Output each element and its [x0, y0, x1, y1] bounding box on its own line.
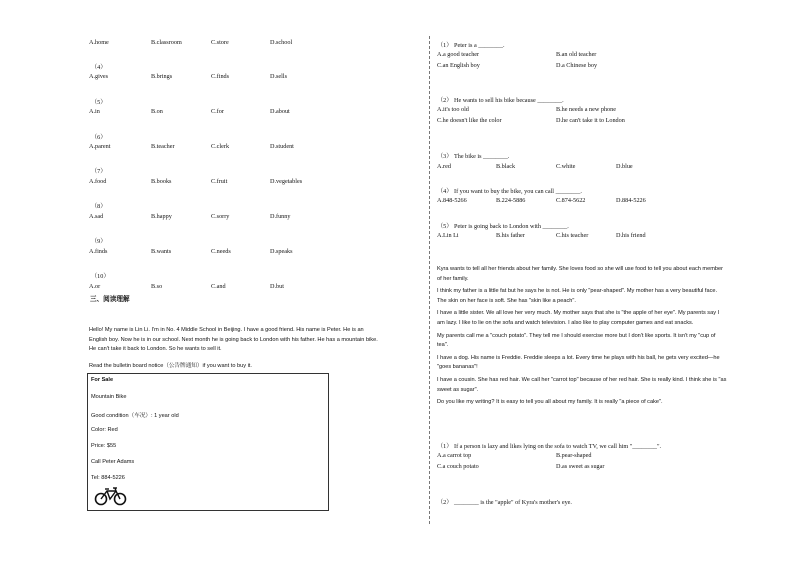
option[interactable]: D.but	[270, 283, 284, 290]
option[interactable]: B.224-5886	[496, 197, 526, 204]
passage-1	[89, 326, 419, 355]
option[interactable]: D.he can't take it to London	[556, 117, 625, 124]
option[interactable]: A.food	[89, 178, 107, 185]
option[interactable]: B.on	[151, 108, 163, 115]
option[interactable]: A.red	[437, 163, 451, 170]
question-number: （10）	[91, 273, 110, 280]
option[interactable]: B.he needs a new phone	[556, 106, 616, 113]
passage-line: The skin on her face is soft. She has "skin like a peach".	[437, 297, 576, 304]
option[interactable]: B.pear-shaped	[556, 452, 592, 459]
option[interactable]: D.student	[270, 143, 294, 150]
option[interactable]: D.884-5226	[616, 197, 646, 204]
option[interactable]: D.school	[270, 39, 293, 46]
notice-instruction: Read the bulletin board notice（公告牌通知）if you want to buy it.	[89, 363, 252, 369]
option[interactable]: D.blue	[616, 163, 633, 170]
option[interactable]: B.happy	[151, 213, 172, 220]
option[interactable]: A.finds	[89, 248, 108, 255]
option[interactable]: C.store	[211, 39, 229, 46]
passage-line: sweet as sugar".	[437, 386, 479, 393]
option[interactable]: C.fruit	[211, 178, 228, 185]
option[interactable]: A.it's too old	[437, 106, 469, 113]
passage-line: I have a dog. His name is Freddie. Freddie sleeps a lot. Every time he plays with his ball, he gets very excited—he	[437, 354, 720, 361]
notice-title: For Sale	[91, 377, 114, 383]
passage-line: Hello! My name is Lin Li. I'm in No. 4 Middle School in Beijing. I have a good friend. His name is Peter. He is an	[89, 327, 364, 333]
option[interactable]: B.brings	[151, 73, 173, 80]
passage-line: tea".	[437, 342, 449, 349]
option[interactable]: A.or	[89, 283, 101, 290]
option[interactable]: A.Lin Li	[437, 232, 459, 239]
passage-line: My parents call me a "couch potato". They tell me I should exercise more but I don't like sports. It isn't my "cup of	[437, 332, 716, 339]
question-stem: （4） If you want to buy the bike, you can call ________.	[437, 188, 582, 195]
question-stem: （5） Peter is going back to London with ________.	[437, 223, 569, 230]
option[interactable]: C.needs	[211, 248, 231, 255]
option[interactable]: A.848-5266	[437, 197, 467, 204]
notice-price: Price: $55	[91, 443, 117, 449]
passage-2	[437, 265, 769, 408]
passage-line: of her family.	[437, 275, 469, 282]
option[interactable]: B.wants	[151, 248, 172, 255]
question-number: （5）	[91, 99, 107, 106]
notice-item: Mountain Bike	[91, 394, 127, 400]
option[interactable]: A.home	[89, 39, 109, 46]
option[interactable]: D.his friend	[616, 232, 646, 239]
option[interactable]: C.finds	[211, 73, 230, 80]
question-stem: （1） If a person is lazy and likes lying on the sofa to watch TV, we call him "________".	[437, 443, 662, 450]
passage-line: He can't take it back to London. So he wants to sell it.	[89, 346, 222, 353]
option[interactable]: B.so	[151, 283, 163, 290]
option[interactable]: B.his father	[496, 232, 525, 239]
notice-contact: Call Peter Adams	[91, 459, 135, 465]
passage-line: English boy. Now he is in our school. Next month he is going back to London with his father. He has a mountain bike.	[89, 336, 378, 343]
question-number: （9）	[91, 238, 107, 245]
passage-line: I have a little sister. We all love her very much. My mother says that she is "the apple of her eye". My parents say I	[437, 310, 720, 317]
option[interactable]: A.a carrot top	[437, 452, 472, 459]
bicycle-icon	[94, 486, 128, 506]
option[interactable]: C.a couch potato	[437, 463, 479, 470]
question-stem: （2） He wants to sell his bike because ________.	[437, 97, 564, 104]
option[interactable]: C.white	[556, 163, 576, 170]
column-divider	[429, 36, 430, 524]
option[interactable]: C.and	[211, 283, 226, 290]
option[interactable]: A.in	[89, 108, 100, 115]
option[interactable]: B.books	[151, 178, 172, 185]
option[interactable]: C.sorry	[211, 213, 230, 220]
question-stem: （2） ________ is the "apple" of Kyra's mother's eye.	[437, 499, 572, 506]
question-number: （4）	[91, 64, 107, 71]
passage-line: Do you like my writing? It is easy to tell you all about my family. It is really "a piece of cake".	[437, 399, 663, 406]
question-number: （8）	[91, 203, 107, 210]
question-stem: （1） Peter is a ________.	[437, 42, 505, 49]
option[interactable]: B.black	[496, 163, 516, 170]
notice-condition: Good condition（车况）: 1 year old	[91, 413, 179, 419]
passage-line: "goes bananas"!	[437, 364, 478, 371]
option[interactable]: C.his teacher	[556, 232, 589, 239]
passage-line: I think my father is a little fat but he says he is not. He is only "pear-shaped". My mother has a very beautiful face.	[437, 288, 718, 295]
option[interactable]: C.he doesn't like the color	[437, 117, 502, 124]
passage-line: Kyra wants to tell all her friends about her family. She loves food so she will use food to tell you about each member	[437, 266, 723, 272]
option[interactable]: B.an old teacher	[556, 51, 597, 58]
option[interactable]: D.speaks	[270, 248, 293, 255]
passage-line: I have a cousin. She has red hair. We call her "carrot top" because of her red hair. She is really kind. I think she is "as	[437, 376, 727, 383]
section-heading: 三、阅读理解	[90, 296, 130, 303]
option[interactable]: A.sad	[89, 213, 104, 220]
question-number: （7）	[91, 168, 107, 175]
passage-line: am lazy. I like to lie on the sofa and watch television. I also like to play computer games and eat snacks.	[437, 319, 694, 326]
option[interactable]: A.gives	[89, 73, 109, 80]
option[interactable]: C.clerk	[211, 143, 230, 150]
question-number: （6）	[91, 134, 107, 141]
option[interactable]: D.funny	[270, 213, 291, 220]
option[interactable]: D.sells	[270, 73, 288, 80]
option[interactable]: B.teacher	[151, 143, 175, 150]
option[interactable]: C.for	[211, 108, 224, 115]
notice-tel: Tel: 884-5226	[91, 475, 125, 481]
option[interactable]: A.parent	[89, 143, 111, 150]
notice-color: Color: Red	[91, 427, 118, 433]
option[interactable]: C.874-5622	[556, 197, 586, 204]
option[interactable]: D.vegetables	[270, 178, 303, 185]
option[interactable]: D.a Chinese boy	[556, 62, 598, 69]
option[interactable]: A.a good teacher	[437, 51, 480, 58]
option[interactable]: D.about	[270, 108, 290, 115]
option[interactable]: C.an English boy	[437, 62, 480, 69]
question-stem: （3） The bike is ________.	[437, 153, 510, 160]
option[interactable]: B.classroom	[151, 39, 182, 46]
option[interactable]: D.as sweet as sugar	[556, 463, 605, 470]
bulletin-notice	[87, 373, 329, 511]
